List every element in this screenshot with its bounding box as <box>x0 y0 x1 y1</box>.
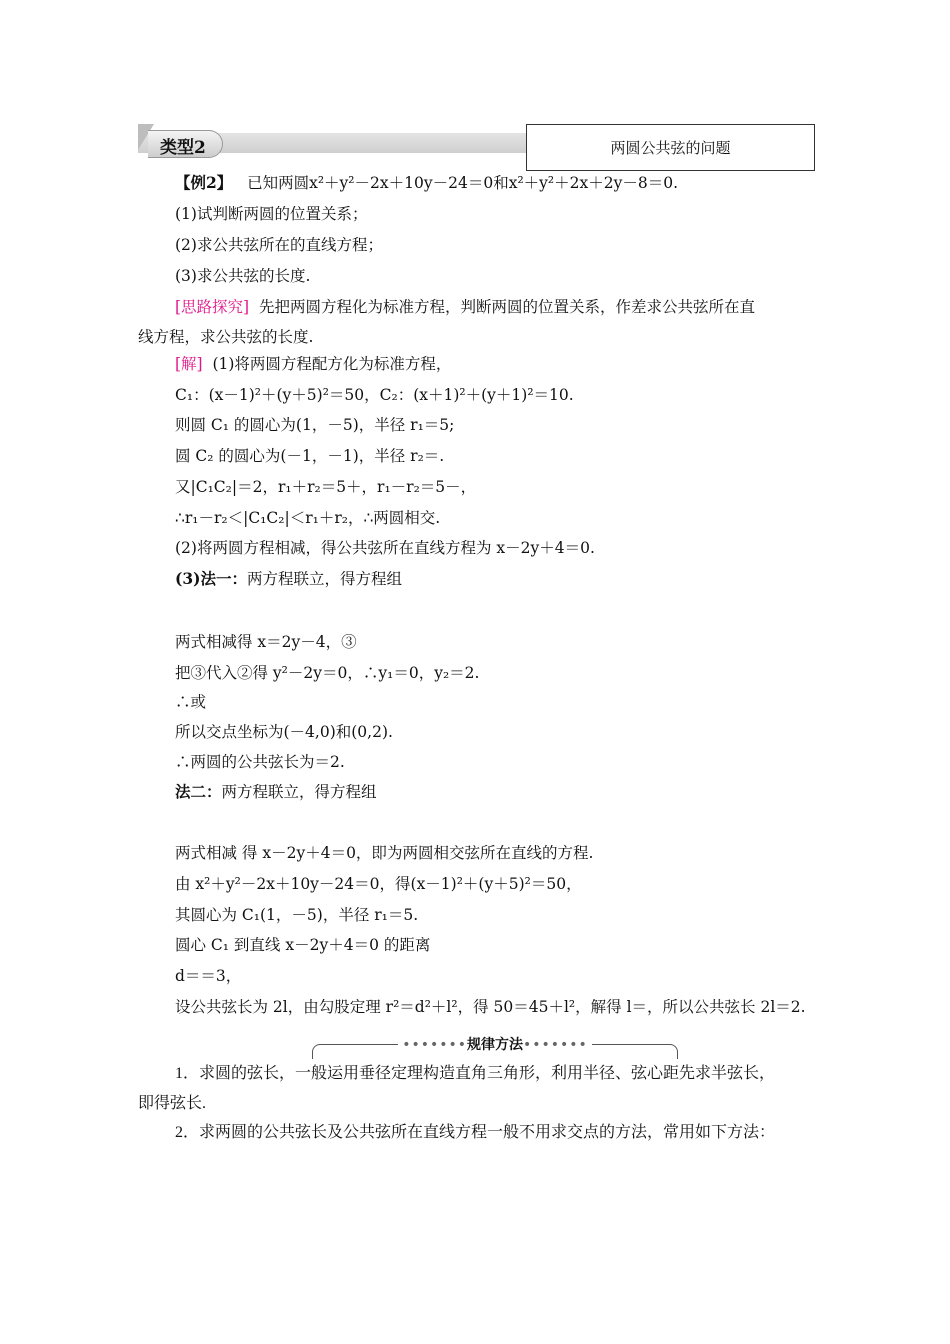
solution-line-11: ∴或 <box>175 693 207 711</box>
solution-line-14 <box>175 782 377 802</box>
solution-line-15: 两式相减 得 x－2y＋4＝0，即为两圆相交弦所在直线的方程. <box>175 844 594 862</box>
solution-line-13: ∴两圆的公共弦长为＝2. <box>175 753 345 771</box>
example-statement <box>175 173 678 193</box>
solution-line-7: (2)将两圆方程相减，得公共弦所在直线方程为 x－2y＋4＝0. <box>175 539 595 557</box>
solution-line-9: 两式相减得 x＝2y－4，③ <box>175 633 357 651</box>
method-para-1b: 即得弦长. <box>138 1095 207 1112</box>
header-title-box <box>526 124 815 171</box>
solution-line-19: d＝＝3， <box>175 967 242 985</box>
section-header <box>138 124 814 170</box>
example-eq1: x²＋y²－2x＋10y－24＝0 <box>309 174 494 192</box>
idea-line-2: 线方程，求公共弦的长度. <box>138 328 314 346</box>
method-banner <box>312 1034 678 1056</box>
solution-line-16: 由 x²＋y²－2x＋10y－24＝0，得(x－1)²＋(y＋5)²＝50， <box>175 875 582 893</box>
solution-line-8 <box>175 569 402 589</box>
method-one-label: (3)法一： <box>175 569 247 588</box>
banner-text-wrap <box>312 1034 678 1054</box>
example-and: 和 <box>493 174 509 192</box>
solution-line-10: 把③代入②得 y²－2y＝0，∴y₁＝0，y₂＝2. <box>175 664 480 682</box>
solution-text-8: 两方程联立，得方程组 <box>246 570 402 588</box>
solution-text-1: (1)将两圆方程配方化为标准方程， <box>212 355 452 373</box>
solution-text-14: 两方程联立，得方程组 <box>221 783 377 801</box>
example-label: 【例2】 <box>175 173 233 192</box>
banner-title: 规律方法 <box>467 1037 523 1053</box>
solution-line-2: C₁：(x－1)²＋(y＋5)²＝50，C₂：(x＋1)²＋(y＋1)²＝10. <box>175 386 574 404</box>
idea-text-1: 先把两圆方程化为标准方程，判断两圆的位置关系，作差求公共弦所在直 <box>258 298 755 316</box>
solution-label: [解] <box>175 355 203 373</box>
question-3: (3)求公共弦的长度. <box>175 267 311 285</box>
header-title: 两圆公共弦的问题 <box>610 139 731 157</box>
question-2: (2)求公共弦所在的直线方程； <box>175 236 383 254</box>
method-para-1a: 1．求圆的弦长，一般运用垂径定理构造直角三角形，利用半径、弦心距先求半弦长， <box>175 1065 776 1082</box>
example-stem: 已知两圆 <box>247 174 310 192</box>
solution-line-20: 设公共弦长为 2l，由勾股定理 r²＝d²＋l²，得 50＝45＋l²，解得 l＝，所以公共弦长 2l＝2. <box>175 998 806 1016</box>
solution-line-5: 又|C₁C₂|＝2，r₁＋r₂＝5＋，r₁－r₂＝5－， <box>175 478 477 496</box>
solution-line-1 <box>175 354 451 374</box>
solution-line-6: ∴r₁－r₂＜|C₁C₂|＜r₁＋r₂，∴两圆相交. <box>175 509 441 527</box>
type-tag-label: 类型2 <box>160 138 206 158</box>
solution-line-18: 圆心 C₁ 到直线 x－2y＋4＝0 的距离 <box>175 936 431 954</box>
example-eq2: x²＋y²＋2x＋2y－8＝0. <box>508 174 679 192</box>
type-tag <box>148 130 223 158</box>
banner-dots-left: ••••••• <box>402 1037 467 1053</box>
idea-label: [思路探究] <box>175 298 250 316</box>
solution-line-3: 则圆 C₁ 的圆心为(1，－5)，半径 r₁＝5; <box>175 416 455 434</box>
idea-line-1 <box>175 297 755 317</box>
method-two-label: 法二： <box>175 782 222 801</box>
question-1: (1)试判断两圆的位置关系； <box>175 205 368 223</box>
solution-line-4: 圆 C₂ 的圆心为(－1，－1)，半径 r₂＝. <box>175 447 445 465</box>
banner-dots-right: ••••••• <box>523 1037 588 1053</box>
solution-line-12: 所以交点坐标为(－4,0)和(0,2). <box>175 723 393 741</box>
solution-line-17: 其圆心为 C₁(1，－5)，半径 r₁＝5. <box>175 906 419 924</box>
method-para-2: 2．求两圆的公共弦长及公共弦所在直线方程一般不用求交点的方法，常用如下方法： <box>175 1124 776 1141</box>
